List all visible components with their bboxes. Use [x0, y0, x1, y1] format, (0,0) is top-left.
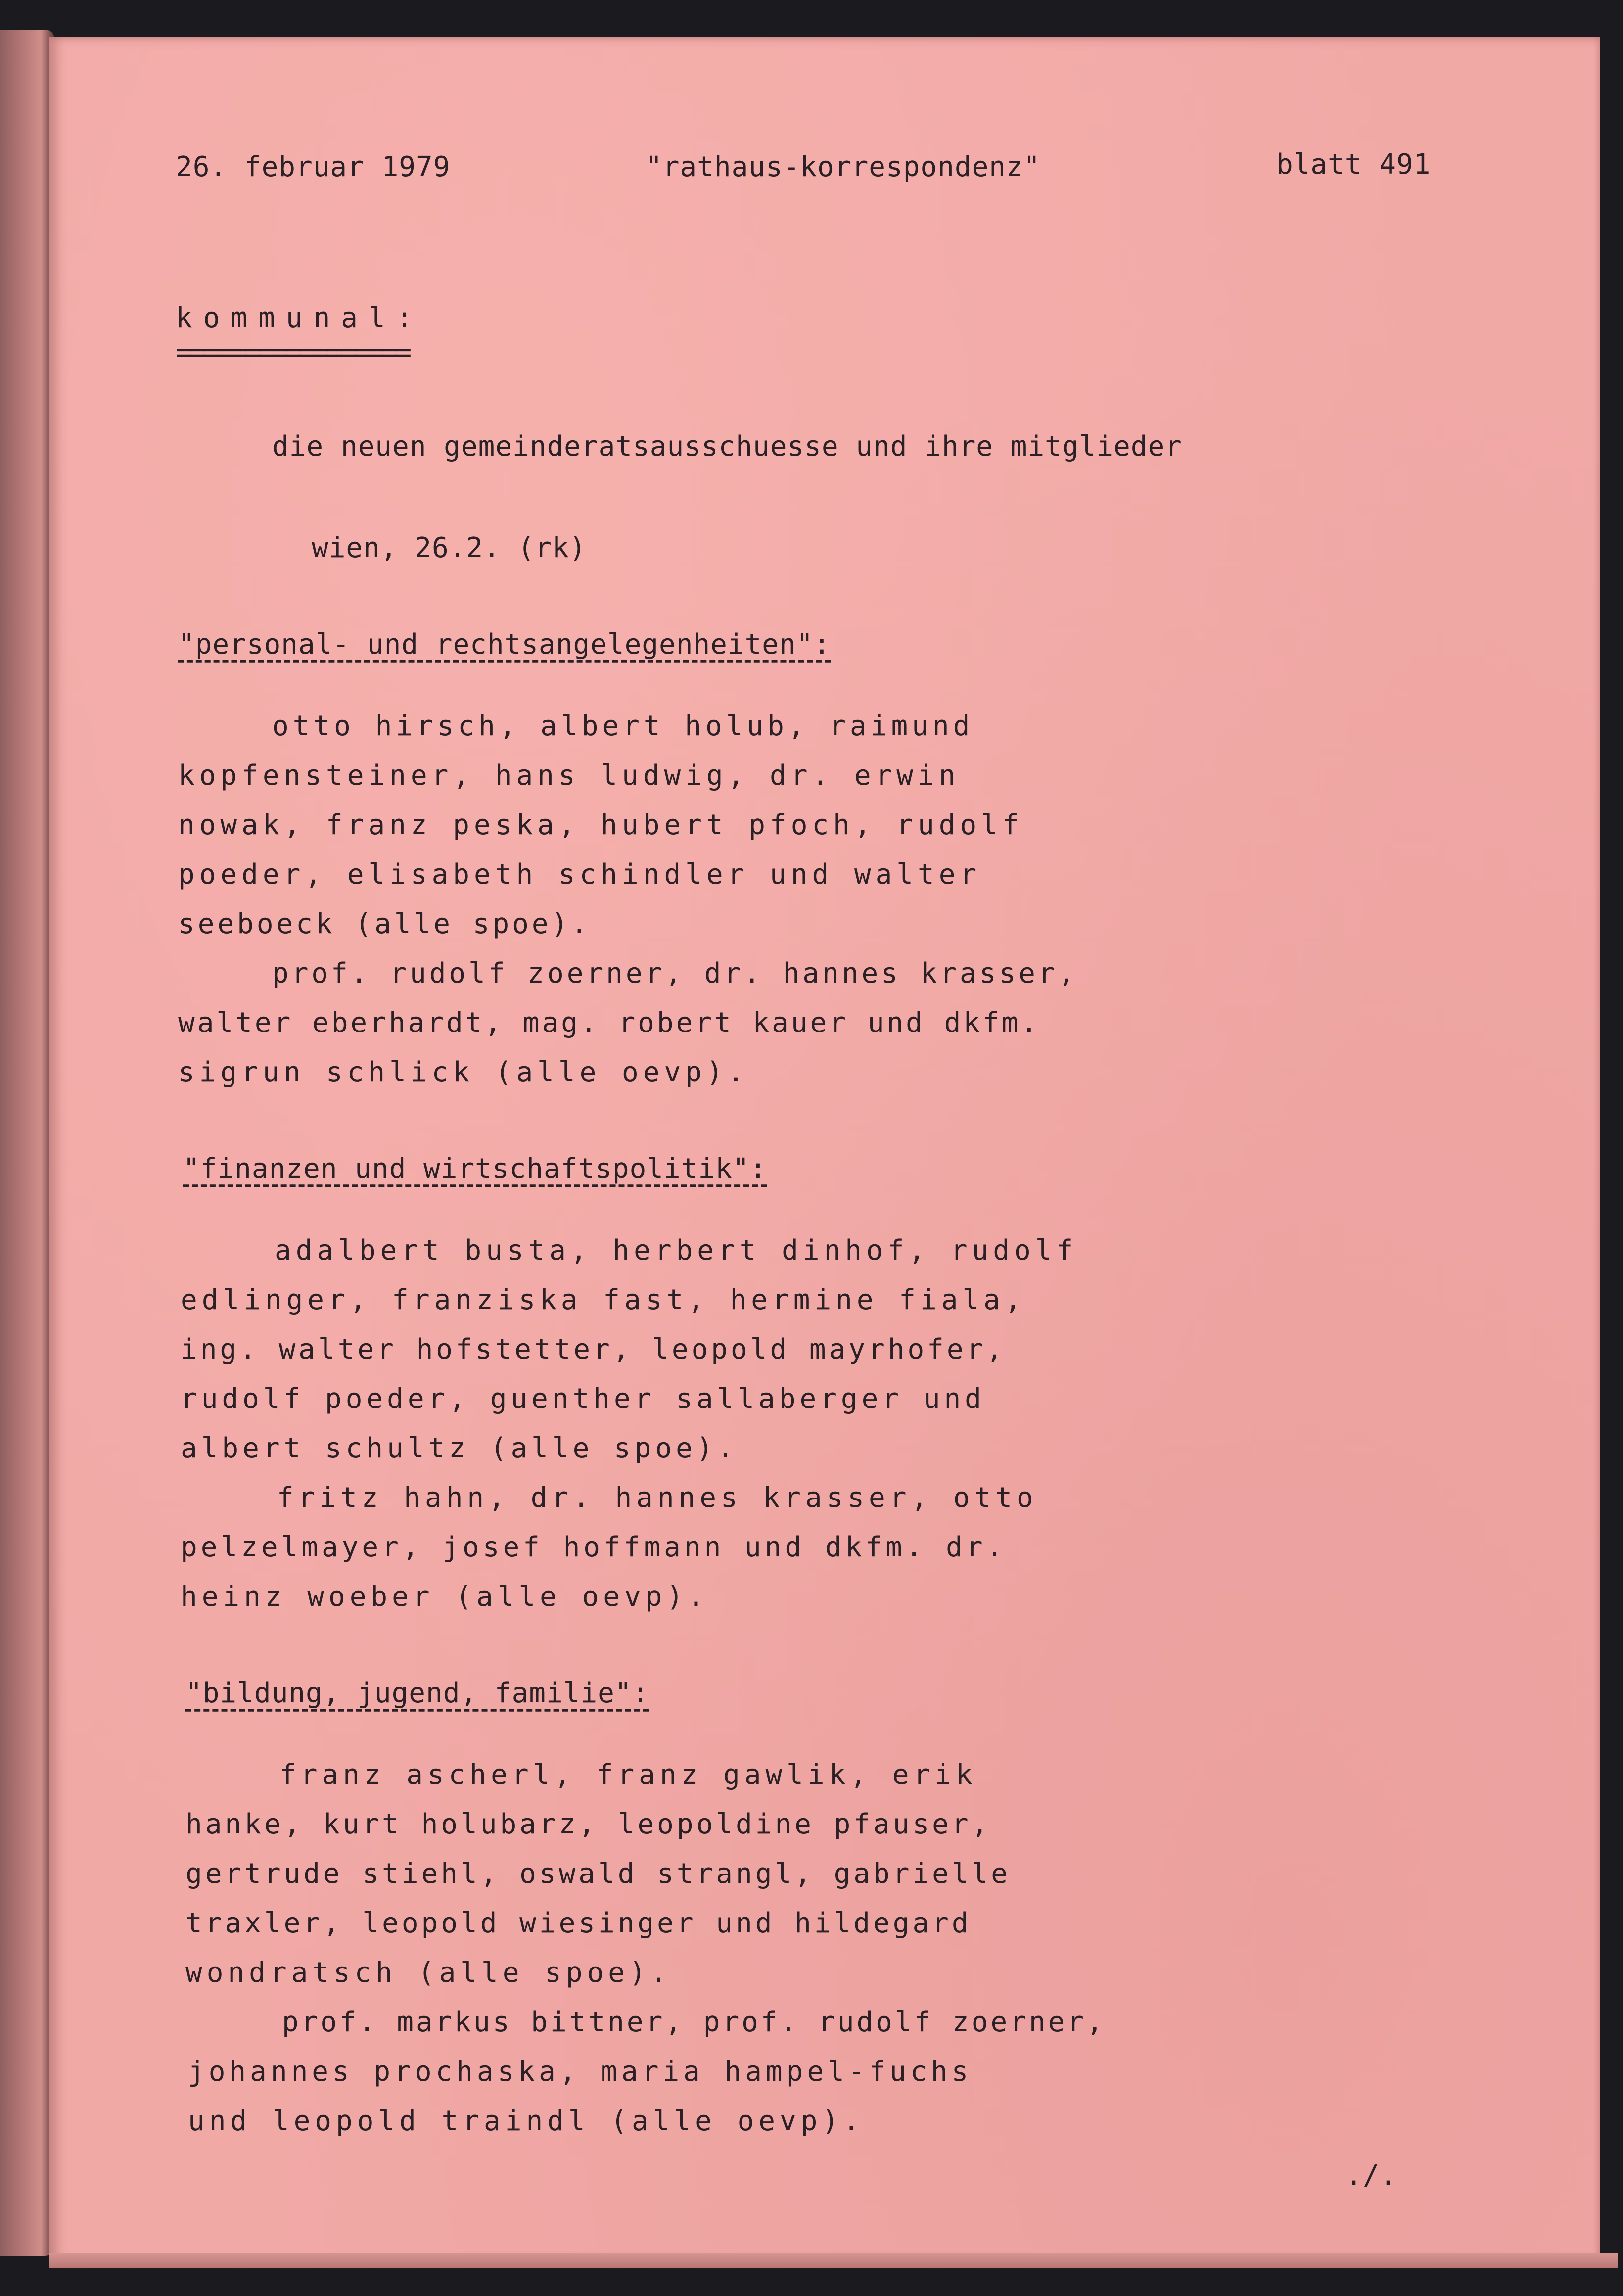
continuation-mark: ./.	[1345, 2159, 1397, 2192]
section-label: kommunal:	[176, 302, 424, 334]
committee-heading: "bildung, jugend, familie":	[185, 1677, 649, 1709]
member-line: pelzelmayer, josef hoffmann und dkfm. dr.	[181, 1531, 1007, 1563]
section-rule: =================	[176, 336, 409, 369]
header-publication: "rathaus-korrespondenz"	[646, 151, 1041, 183]
member-line: ing. walter hofstetter, leopold mayrhofer,	[181, 1333, 1006, 1365]
member-line: rudolf poeder, guenther sallaberger und	[181, 1383, 985, 1415]
member-line: adalbert busta, herbert dinhof, rudolf	[275, 1234, 1078, 1266]
member-line: poeder, elisabeth schindler und walter	[178, 858, 981, 890]
member-line: und leopold traindl (alle oevp).	[188, 2105, 864, 2137]
member-line: wondratsch (alle spoe).	[185, 1957, 672, 1989]
member-line: fritz hahn, dr. hannes krasser, otto	[277, 1482, 1038, 1514]
member-line: edlinger, franziska fast, hermine fiala,	[181, 1284, 1026, 1316]
member-line: kopfensteiner, hans ludwig, dr. erwin	[178, 759, 960, 792]
member-line: albert schultz (alle spoe).	[181, 1432, 738, 1464]
member-line: hanke, kurt holubarz, leopoldine pfauser,	[185, 1808, 991, 1840]
binder-edge	[0, 30, 54, 2256]
member-line: heinz woeber (alle oevp).	[181, 1581, 709, 1613]
member-line: nowak, franz peska, hubert pfoch, rudolf	[178, 809, 1023, 841]
committee-heading: "finanzen und wirtschaftspolitik":	[183, 1153, 767, 1185]
member-line: franz ascherl, franz gawlik, erik	[279, 1759, 977, 1791]
member-line: otto hirsch, albert holub, raimund	[272, 710, 974, 742]
member-line: johannes prochaska, maria hampel-fuchs	[188, 2056, 973, 2088]
member-line: walter eberhardt, mag. robert kauer und dkfm.	[178, 1007, 1040, 1039]
article-title: die neuen gemeinderatsausschuesse und ihre mitglieder	[272, 430, 1182, 463]
member-line: seeboeck (alle spoe).	[178, 908, 591, 940]
member-line: gertrude stiehl, oswald strangl, gabrielle	[185, 1858, 1011, 1890]
article-dateline: wien, 26.2. (rk)	[312, 532, 587, 564]
member-line: sigrun schlick (alle oevp).	[178, 1056, 749, 1088]
header-date: 26. februar 1979	[176, 151, 451, 183]
member-line: prof. markus bittner, prof. rudolf zoerner,	[282, 2006, 1106, 2038]
member-line: traxler, leopold wiesinger und hildegard	[185, 1907, 972, 1939]
header-sheet-number: blatt 491	[1276, 148, 1431, 181]
paper-edge	[49, 2253, 1618, 2268]
committee-heading: "personal- und rechtsangelegenheiten":	[178, 628, 831, 660]
member-line: prof. rudolf zoerner, dr. hannes krasser,	[272, 957, 1078, 989]
